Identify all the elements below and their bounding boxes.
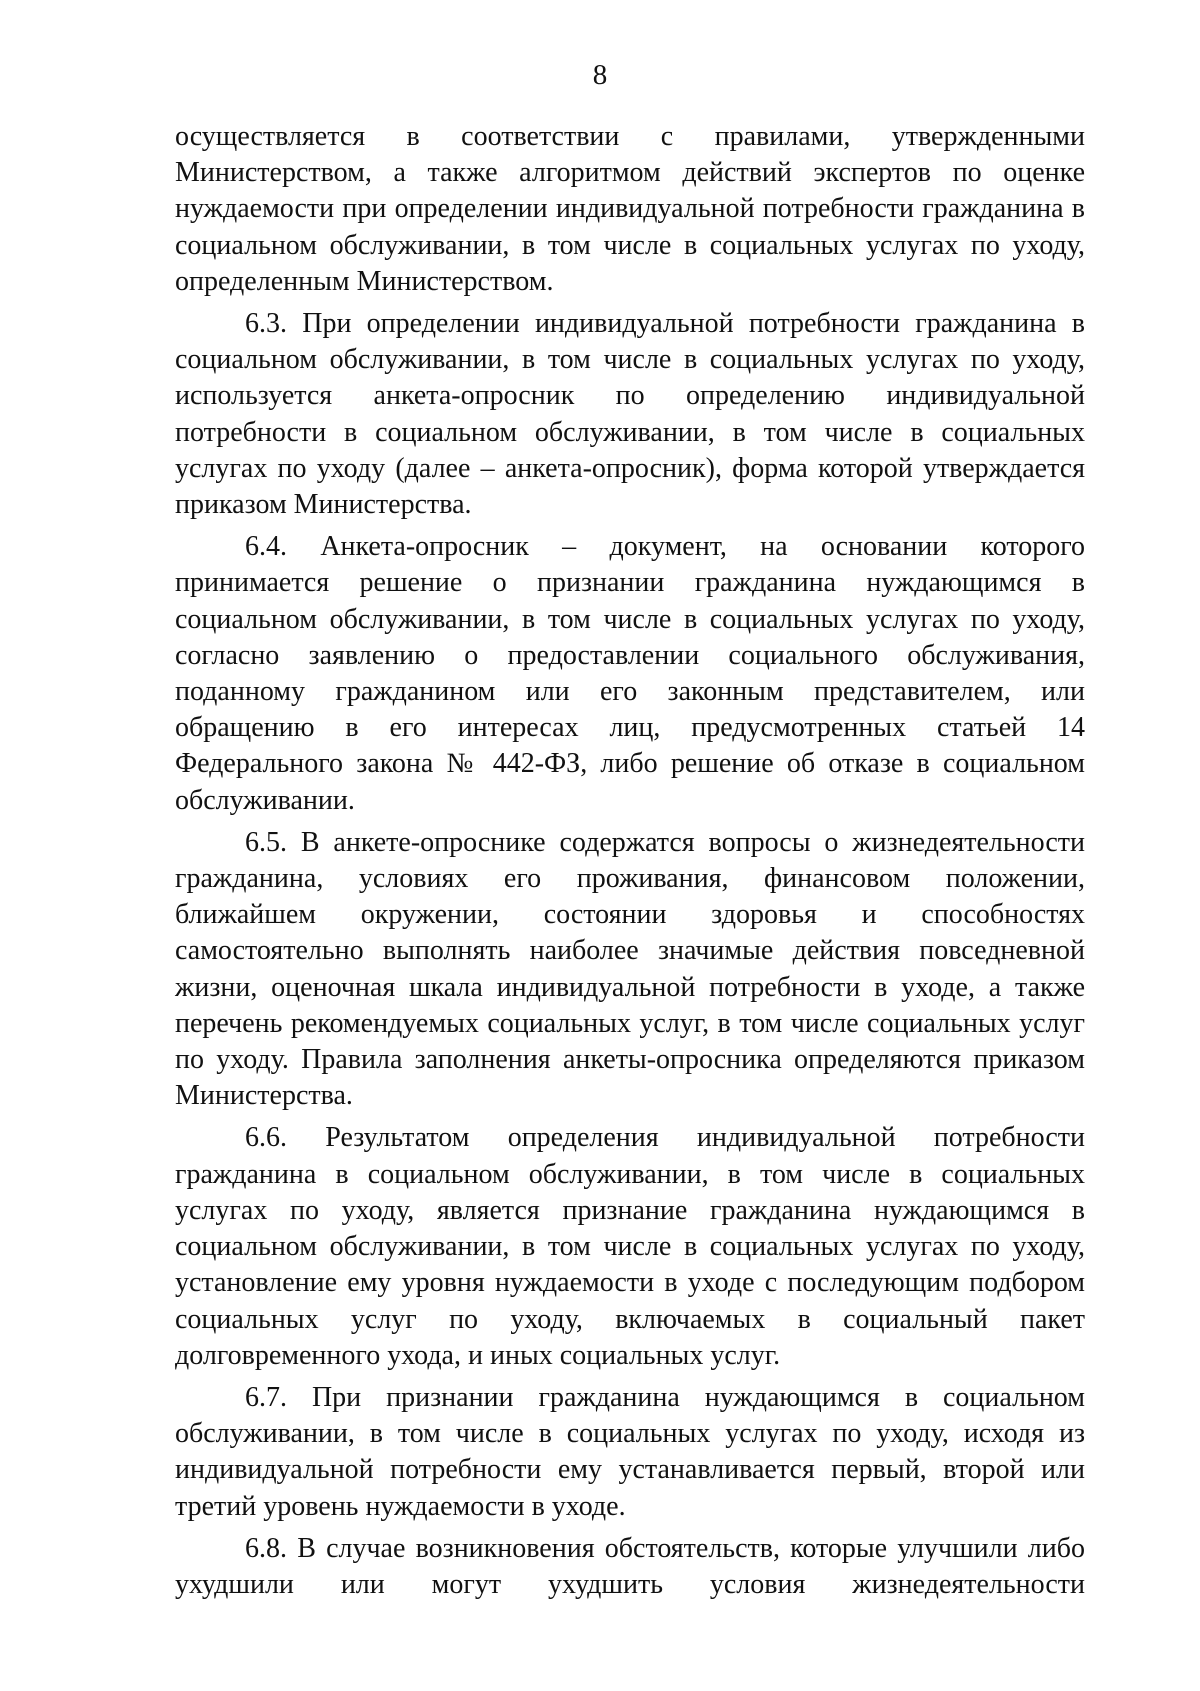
- paragraph-6-7: 6.7. При признании гражданина нуждающимся в социальном обслуживании, в том числе в социальных услугах по уходу, исходя из индивидуальной потребности ему устанавливается первый, второй или третий уровень нуждаемости в уходе.: [175, 1381, 1085, 1522]
- page-number: 8: [592, 59, 608, 91]
- paragraph-6-6: 6.6. Результатом определения индивидуальной потребности гражданина в социальном обслуживании, в том числе в социальных услугах по уходу, является признание гражданина нуждающимся в социальном обслуживании, в том числе в социальных услугах по уходу, установление ему уровня нуждаемости в уходе с последующим подбором социальных услуг по уходу, включаемых в социальный пакет долговременного ухода, и иных социальных услуг.: [175, 1122, 1085, 1371]
- paragraph-6-3: 6.3. При определении индивидуальной потребности гражданина в социальном обслуживании, в том числе в социальных услугах по уходу, используется анкета-опросник по определению индивидуальной потребности в социальном обслуживании, в том числе в социальных услугах по уходу (далее – анкета-опросник), форма которой утверждается приказом Министерства.: [175, 308, 1085, 521]
- paragraph-6-8: 6.8. В случае возникновения обстоятельств, которые улучшили либо ухудшили или могут ухудшить условия жизнедеятельности: [175, 1532, 1085, 1600]
- document-body: [175, 119, 1085, 1609]
- paragraph-continuation: осуществляется в соответствии с правилами, утвержденными Министерством, а также алгоритмом действий экспертов по оценке нуждаемости при определении индивидуальной потребности гражданина в социальном обслуживании, в том числе в социальных услугах по уходу, определенным Министерством.: [175, 121, 1085, 297]
- paragraph-6-4: 6.4. Анкета-опросник – документ, на основании которого принимается решение о признании гражданина нуждающимся в социальном обслуживании, в том числе в социальных услугах по уходу, согласно заявлению о предоставлении социального обслуживания, поданному гражданином или его законным представителем, или обращению в его интересах лиц, предусмотренных статьей 14 Федерального закона № 442-ФЗ, либо решение об отказе в социальном обслуживании.: [175, 531, 1085, 816]
- paragraph-6-5: 6.5. В анкете-опроснике содержатся вопросы о жизнедеятельности гражданина, условиях его проживания, финансовом положении, ближайшем окружении, состоянии здоровья и способностях самостоятельно выполнять наиболее значимые действия повседневной жизни, оценочная шкала индивидуальной потребности в уходе, а также перечень рекомендуемых социальных услуг, в том числе социальных услуг по уходу. Правила заполнения анкеты-опросника определяются приказом Министерства.: [175, 826, 1085, 1112]
